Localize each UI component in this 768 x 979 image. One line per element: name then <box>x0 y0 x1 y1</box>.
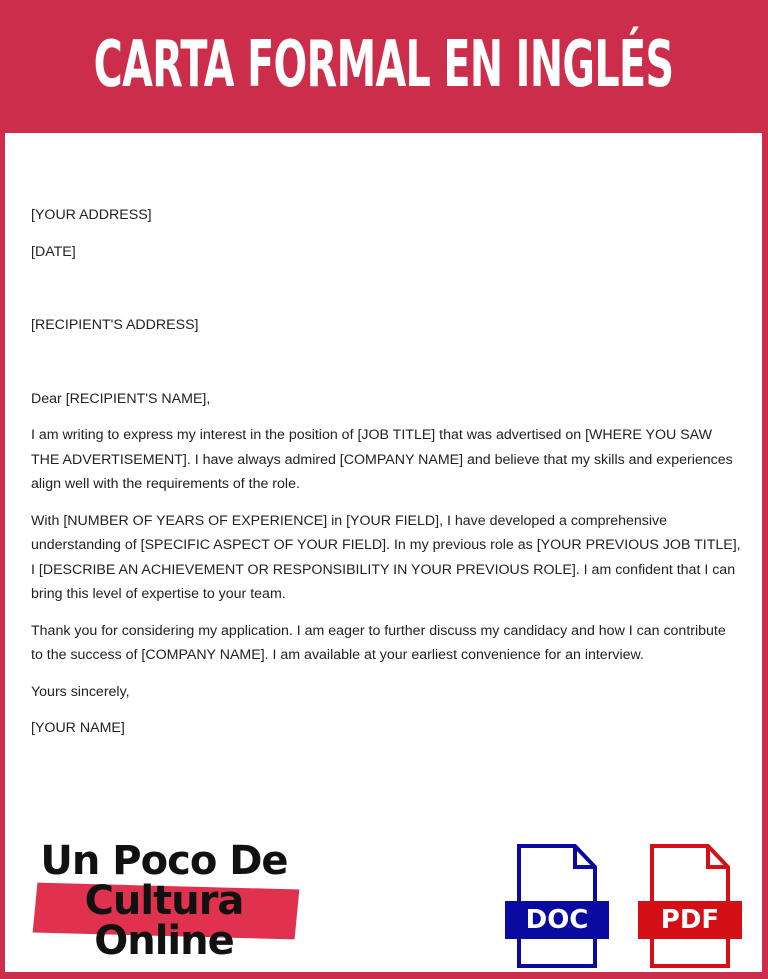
recipient-address: [RECIPIENT'S ADDRESS] <box>31 317 199 333</box>
download-doc-button[interactable] <box>505 843 609 969</box>
page-title: CARTA FORMAL EN INGLÉS <box>94 27 674 102</box>
salutation: Dear [RECIPIENT'S NAME], <box>31 390 211 407</box>
closing: Yours sincerely, <box>31 683 130 700</box>
letter-date: [DATE] <box>31 243 76 260</box>
pdf-label: PDF <box>660 905 720 935</box>
signature: [YOUR NAME] <box>31 720 125 736</box>
logo-line-3: Online <box>94 918 234 964</box>
letter-body <box>31 203 741 753</box>
letter-page <box>5 133 762 972</box>
sender-address: [YOUR ADDRESS] <box>31 207 152 223</box>
site-logo[interactable] <box>29 838 309 968</box>
paragraph-1: I am writing to express my interest in the position of [JOB TITLE] that was advertised on [WHERE YOU SAW THE ADVERTISEMENT]. I have always admired [COMPANY NAME] and believe that my skills and experiences align well with the requirements of the role. <box>31 427 733 492</box>
download-pdf-button[interactable] <box>638 843 742 969</box>
paragraph-3: Thank you for considering my application. I am eager to further discuss my candidacy and how I can contribute to the success of [COMPANY NAME]. I am available at your earliest convenience for an interview. <box>31 622 726 663</box>
logo-line-1: Un Poco De <box>40 838 288 884</box>
page-header <box>0 0 768 133</box>
logo-line-2: Cultura <box>84 878 244 924</box>
paragraph-2: With [NUMBER OF YEARS OF EXPERIENCE] in [YOUR FIELD], I have developed a comprehensive understanding of [SPECIFIC ASPECT OF YOUR FIELD]. In my previous role as [YOUR PREVIOUS JOB TITLE], I [DESCRIBE AN ACHIEVEMENT OR RESPONSIBILITY IN YOUR PREVIOUS ROLE]. I am confident that I can bring this level of expertise to your team. <box>31 512 741 602</box>
doc-label: DOC <box>525 905 589 935</box>
